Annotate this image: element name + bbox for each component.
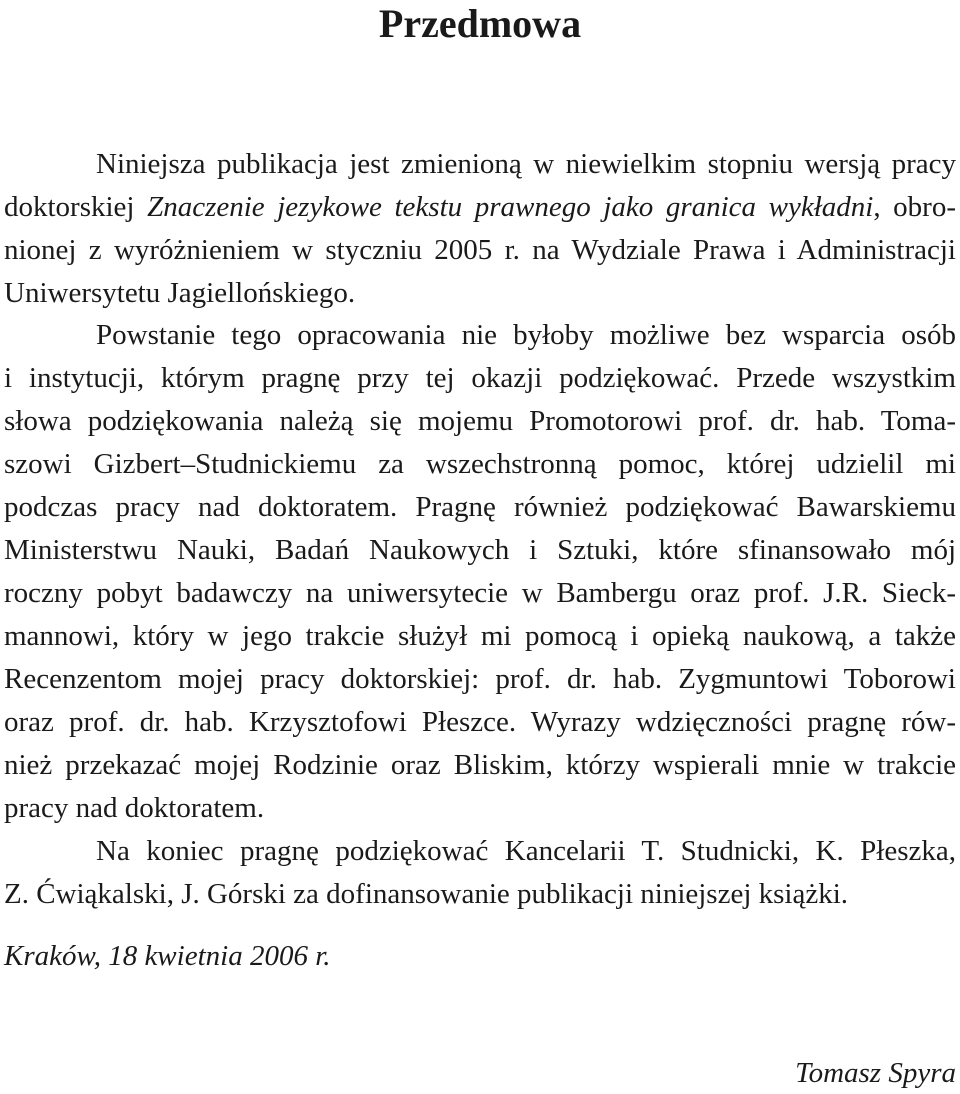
text-line: Niniejsza publikacja jest zmienioną w niewielkim stopniu wersją pracy: [96, 148, 956, 180]
text-line: słowa podziękowania należą się mojemu Promotorowi prof. dr. hab. Toma-: [4, 405, 956, 437]
text-line: roczny pobyt badawczy na uniwersytecie w Bambergu oraz prof. J.R. Sieck-: [4, 577, 956, 609]
text-line: nionej z wyróżnieniem w styczniu 2005 r. na Wydziale Prawa i Administracji: [4, 234, 956, 266]
text-fragment: , obro-: [873, 191, 956, 223]
text-fragment: doktorskiej: [4, 191, 148, 223]
page-title: Przedmowa: [378, 1, 582, 46]
author-signature: Tomasz Spyra: [795, 1057, 956, 1089]
thesis-title: Znaczenie jezykowe tekstu prawnego jako granica wykładni: [147, 191, 874, 223]
text-line: szowi Gizbert–Studnickiemu za wszechstronną pomoc, której udzielil mi: [4, 448, 956, 480]
text-line: Powstanie tego opracowania nie byłoby możliwe bez wsparcia osób: [96, 319, 956, 351]
text-line: Na koniec pragnę podziękować Kancelarii T. Studnicki, K. Płeszka,: [96, 835, 956, 867]
place-and-date: Kraków, 18 kwietnia 2006 r.: [4, 940, 331, 972]
text-line: mannowi, który w jego trakcie służył mi pomocą i opieką naukową, a także: [4, 620, 956, 652]
text-line: nież przekazać mojej Rodzinie oraz Bliskim, którzy wspierali mnie w trakcie: [4, 749, 956, 781]
text-line: oraz prof. dr. hab. Krzysztofowi Płeszce. Wyrazy wdzięczności pragnę rów-: [4, 706, 956, 738]
text-line: Ministerstwu Nauki, Badań Naukowych i Sztuki, które sfinansowało mój: [4, 534, 956, 566]
text-line: Z. Ćwiąkalski, J. Górski za dofinansowanie publikacji niniejszej książki.: [4, 878, 849, 910]
text-line: i instytucji, którym pragnę przy tej okazji podziękować. Przede wszystkim: [4, 362, 956, 394]
text-line: pracy nad doktoratem.: [4, 792, 265, 824]
text-line: Uniwersytetu Jagiellońskiego.: [4, 277, 356, 309]
text-line: [4, 186, 956, 228]
text-line: podczas pracy nad doktoratem. Pragnę również podziękować Bawarskiemu: [4, 491, 956, 523]
text-line: Recenzentom mojej pracy doktorskiej: prof. dr. hab. Zygmuntowi Toborowi: [4, 663, 956, 695]
